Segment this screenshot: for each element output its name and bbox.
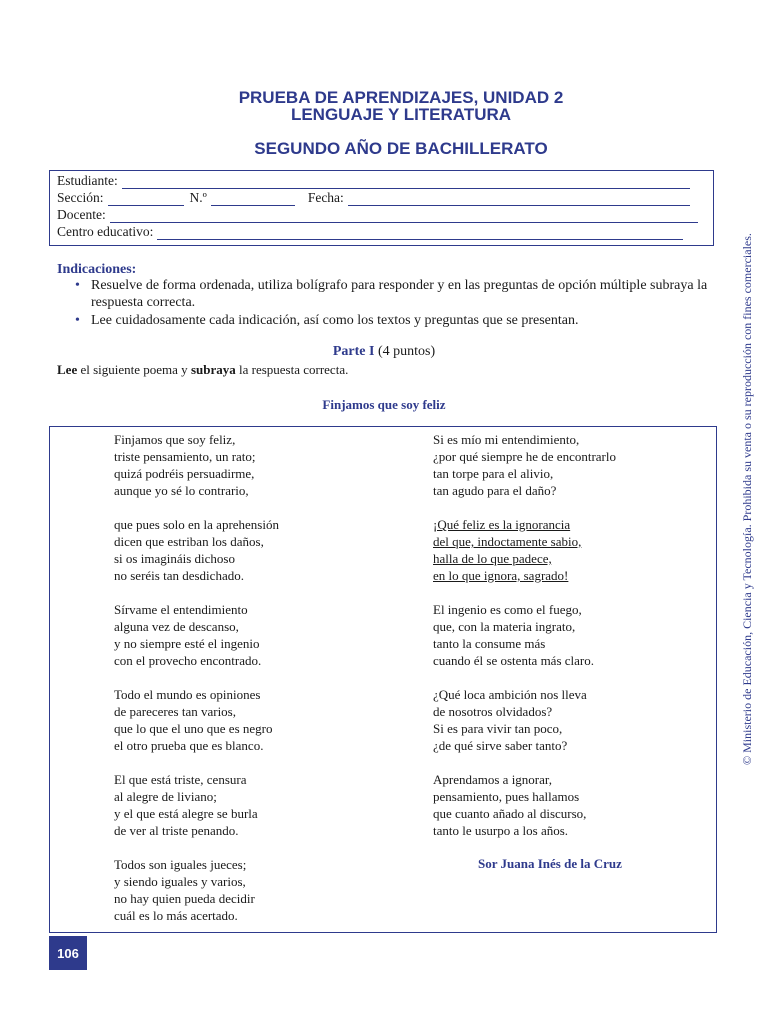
poem-stanza [433,516,616,584]
student-label: Estudiante: [57,173,118,188]
poem-verse: tan agudo para el daño? [433,483,557,498]
poem-verse: ¿Qué loca ambición nos lleva [433,687,587,702]
date-label: Fecha: [307,190,344,205]
poem-verse: y siendo iguales y varios, [114,874,246,889]
school-label: Centro educativo: [57,224,154,239]
instruction-end: la respuesta correcta. [235,362,349,377]
instruction-text: Lee cuidadosamente cada indicación, así como los textos y preguntas que se presentan. [91,313,579,328]
poem-verse: ¿por qué siempre he de encontrarlo [433,449,617,464]
poem-stanza [114,686,279,754]
page-title-line1: PRUEBA DE APRENDIZAJES, UNIDAD 2 [238,88,564,107]
poem-stanza [114,771,279,839]
poem-stanza [433,431,616,499]
part-label: Parte I [332,344,375,359]
poem-verse: aunque yo sé lo contrario, [114,483,249,498]
poem-title: Finjamos que soy feliz [322,397,446,412]
poem-verse: alguna vez de descanso, [114,619,239,634]
copyright-note: © Ministerio de Educación, Ciencia y Tecnología. Prohibida su venta o su reproducción con fines comerciales. [740,233,754,765]
poem-verse: no hay quien pueda decidir [114,891,255,906]
poem-verse: triste pensamiento, un rato; [114,449,256,464]
poem-verse: El que está triste, censura [114,772,247,787]
poem-verse: cuál es lo más acertado. [114,908,238,923]
poem-author: Sor Juana Inés de la Cruz [478,856,622,871]
poem-verse: quizá podréis persuadirme, [114,466,255,481]
poem-verse: de pareceres tan varios, [114,704,236,719]
bullet-icon: • [75,278,80,293]
poem-verse: Todos son iguales jueces; [114,857,247,872]
poem-verse: que cuanto añado al discurso, [433,806,587,821]
school-input-line[interactable] [157,229,683,240]
poem-stanza [114,431,279,499]
poem-verse: con el provecho encontrado. [114,653,262,668]
poem-verse: de ver al triste penando. [114,823,239,838]
poem-verse: que lo que el uno que es negro [114,721,273,736]
poem-stanza [114,601,279,669]
poem-verse: pensamiento, pues hallamos [433,789,580,804]
teacher-field-row [57,207,698,223]
teacher-label: Docente: [57,207,106,222]
date-input-line[interactable] [348,195,690,206]
poem-verse: cuando él se ostenta más claro. [433,653,594,668]
poem-stanza [433,686,616,754]
poem-stanza [433,771,616,839]
poem-verse: Aprendamos a ignorar, [433,772,552,787]
instruction-text: Resuelve de forma ordenada, utiliza bolígrafo para responder y en las preguntas de opción múltiple subraya la respuesta correcta. [91,278,708,310]
poem-verse: tanto la consume más [433,636,546,651]
bullet-icon: • [75,313,80,328]
instructions-title: Indicaciones: [57,262,137,277]
instruction-bold-underline: subraya [190,362,236,377]
part-heading [0,344,768,360]
poem-verse: y no siempre esté el ingenio [114,636,260,651]
poem-verse: que pues solo en la aprehensión [114,517,279,532]
instruction-bold-read: Lee [57,362,78,377]
poem-verse: tan torpe para el alivio, [433,466,554,481]
poem-verse: el otro prueba que es blanco. [114,738,264,753]
poem-stanza [433,601,616,669]
section-label: Sección: [57,190,104,205]
poem-stanza [114,856,279,924]
instruction-item [75,312,720,329]
number-input-line[interactable] [211,195,295,206]
poem-verse: no seréis tan desdichado. [114,568,244,583]
poem-verse: de nosotros olvidados? [433,704,553,719]
poem-verse: en lo que ignora, sagrado! [433,568,569,583]
poem-verse: del que, indoctamente sabio, [433,534,582,549]
poem-verse: Todo el mundo es opiniones [114,687,261,702]
poem-verse: si os imagináis dichoso [114,551,235,566]
number-label: N.º [189,190,207,205]
poem-verse: y el que está alegre se burla [114,806,258,821]
poem-verse: dicen que estriban los daños, [114,534,264,549]
poem-verse: El ingenio es como el fuego, [433,602,582,617]
instruction-middle: el siguiente poema y [77,362,191,377]
student-field-row [57,173,690,189]
poem-verse: Finjamos que soy feliz, [114,432,236,447]
poem-verse: Sírvame el entendimiento [114,602,248,617]
poem-verse: halla de lo que padece, [433,551,552,566]
poem-verse: que, con la materia ingrato, [433,619,576,634]
poem-verse: al alegre de liviano; [114,789,217,804]
poem-left-column [114,431,279,941]
teacher-input-line[interactable] [110,212,698,223]
section-field-row [57,190,690,206]
page-subtitle: SEGUNDO AÑO DE BACHILLERATO [254,139,548,158]
poem-verse: Si es para vivir tan poco, [433,721,563,736]
poem-stanza [114,516,279,584]
section-input-line[interactable] [108,195,184,206]
poem-verse: tanto le usurpo a los años. [433,823,569,838]
student-input-line[interactable] [122,178,690,189]
poem-right-column [433,431,616,856]
page-title-line2: LENGUAJE Y LITERATURA [290,105,512,124]
school-field-row [57,224,683,240]
poem-verse: Si es mío mi entendimiento, [433,432,580,447]
page-number-badge: 106 [49,936,87,970]
part-points: (4 puntos) [377,344,436,359]
part-instruction [57,362,348,378]
poem-verse: ¡Qué feliz es la ignorancia [433,517,571,532]
poem-verse: ¿de qué sirve saber tanto? [433,738,568,753]
instruction-item [75,277,720,311]
